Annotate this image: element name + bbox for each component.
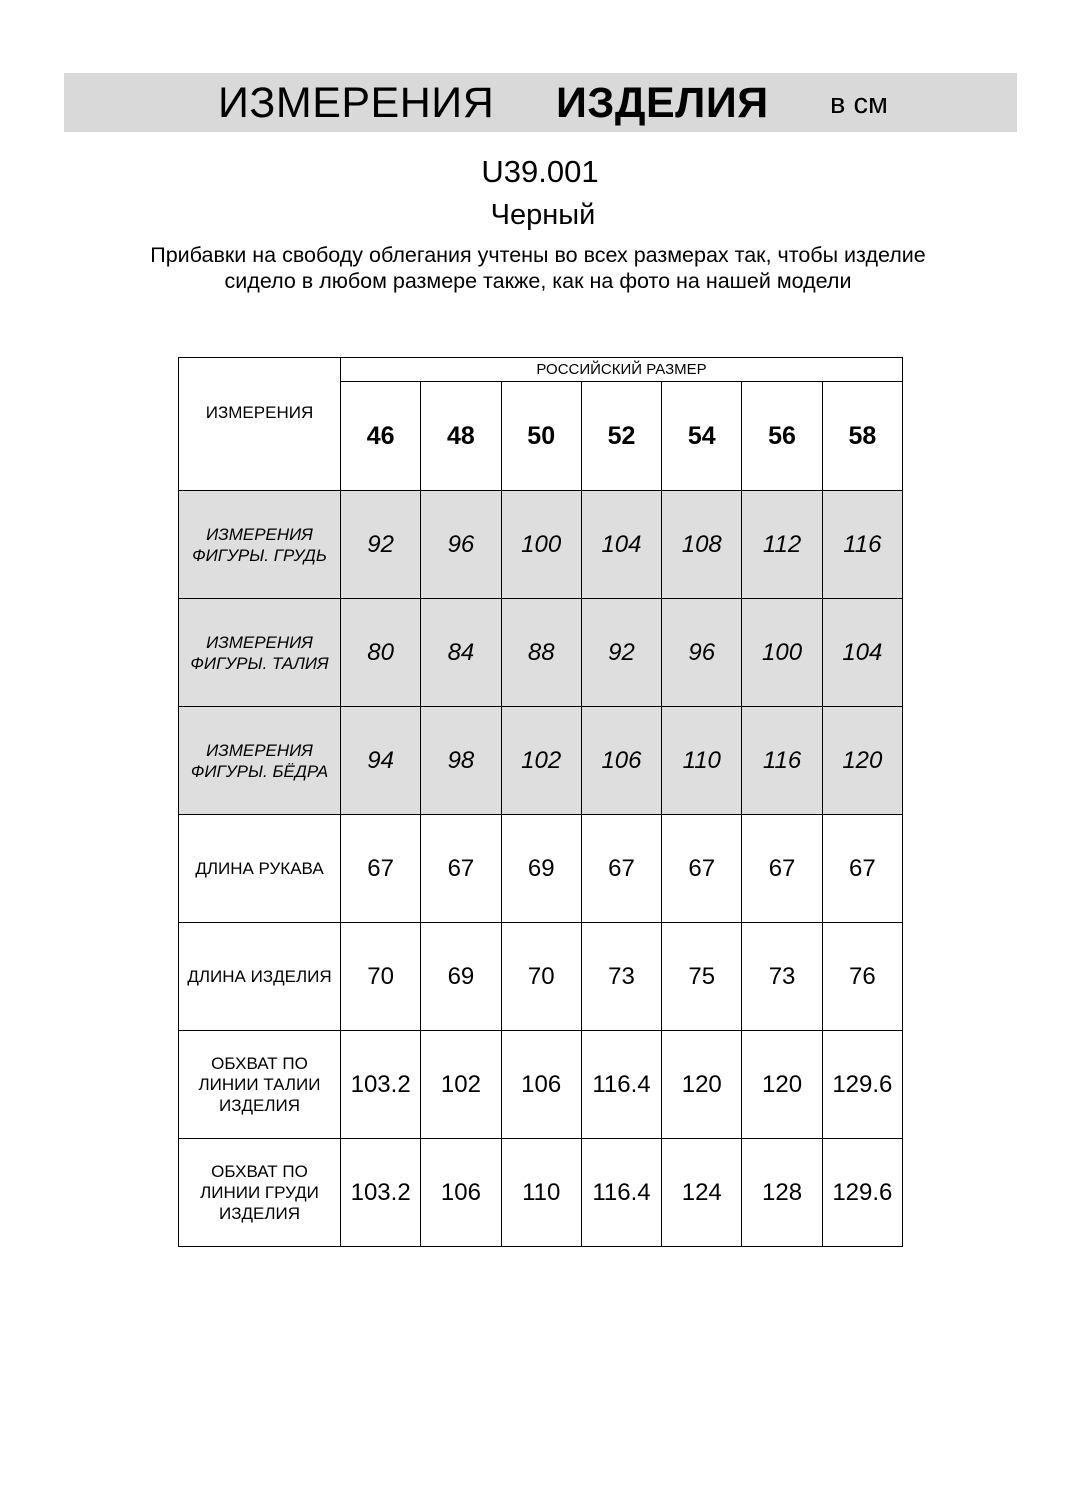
row-label: ИЗМЕРЕНИЯ ФИГУРЫ. БЁДРА <box>179 707 341 815</box>
table-row <box>179 599 903 707</box>
table-cell: 80 <box>341 599 421 707</box>
size-header: 50 <box>501 382 581 491</box>
table-cell: 75 <box>662 923 742 1031</box>
table-cell: 84 <box>421 599 501 707</box>
table-cell: 96 <box>421 491 501 599</box>
measure-header: ИЗМЕРЕНИЯ <box>179 358 341 491</box>
table-cell: 67 <box>742 815 822 923</box>
table-cell: 129.6 <box>822 1031 902 1139</box>
table-cell: 94 <box>341 707 421 815</box>
row-label: ОБХВАТ ПО ЛИНИИ ГРУДИ ИЗДЕЛИЯ <box>179 1139 341 1247</box>
table-row <box>179 491 903 599</box>
table-cell: 129.6 <box>822 1139 902 1247</box>
table-cell: 73 <box>742 923 822 1031</box>
table-cell: 69 <box>501 815 581 923</box>
table-row <box>179 707 903 815</box>
table-cell: 70 <box>501 923 581 1031</box>
size-header: 52 <box>581 382 661 491</box>
table-cell: 124 <box>662 1139 742 1247</box>
table-cell: 98 <box>421 707 501 815</box>
table-row <box>179 1031 903 1139</box>
product-color: Черный <box>490 199 596 231</box>
table-row <box>179 1139 903 1247</box>
table-cell: 88 <box>501 599 581 707</box>
table-cell: 67 <box>341 815 421 923</box>
table-cell: 108 <box>662 491 742 599</box>
table-cell: 69 <box>421 923 501 1031</box>
table-cell: 102 <box>501 707 581 815</box>
title-product: ИЗДЕЛИЯ <box>556 79 769 127</box>
table-cell: 106 <box>501 1031 581 1139</box>
table-cell: 116.4 <box>581 1139 661 1247</box>
table-cell: 106 <box>581 707 661 815</box>
size-system-header: РОССИЙСКИЙ РАЗМЕР <box>341 358 903 382</box>
table-cell: 103.2 <box>341 1031 421 1139</box>
table-cell: 76 <box>822 923 902 1031</box>
row-label: ИЗМЕРЕНИЯ ФИГУРЫ. ТАЛИЯ <box>179 599 341 707</box>
size-header: 48 <box>421 382 501 491</box>
size-table <box>178 357 903 1247</box>
row-label: ОБХВАТ ПО ЛИНИИ ТАЛИИ ИЗДЕЛИЯ <box>179 1031 341 1139</box>
table-cell: 110 <box>501 1139 581 1247</box>
table-cell: 103.2 <box>341 1139 421 1247</box>
table-cell: 67 <box>581 815 661 923</box>
size-header: 58 <box>822 382 902 491</box>
title-unit: в см <box>830 88 888 120</box>
table-cell: 120 <box>662 1031 742 1139</box>
size-header: 54 <box>662 382 742 491</box>
table-cell: 73 <box>581 923 661 1031</box>
size-header: 46 <box>341 382 421 491</box>
table-row <box>179 923 903 1031</box>
table-cell: 92 <box>581 599 661 707</box>
table-cell: 116.4 <box>581 1031 661 1139</box>
product-article: U39.001 <box>481 154 599 189</box>
table-cell: 96 <box>662 599 742 707</box>
size-header: 56 <box>742 382 822 491</box>
table-cell: 92 <box>341 491 421 599</box>
table-row <box>179 815 903 923</box>
table-cell: 106 <box>421 1139 501 1247</box>
table-cell: 67 <box>662 815 742 923</box>
table-cell: 120 <box>742 1031 822 1139</box>
table-cell: 100 <box>501 491 581 599</box>
table-cell: 116 <box>822 491 902 599</box>
table-cell: 104 <box>822 599 902 707</box>
table-cell: 120 <box>822 707 902 815</box>
table-cell: 102 <box>421 1031 501 1139</box>
table-cell: 116 <box>742 707 822 815</box>
row-label: ДЛИНА РУКАВА <box>179 815 341 923</box>
table-cell: 128 <box>742 1139 822 1247</box>
table-cell: 67 <box>822 815 902 923</box>
table-cell: 70 <box>341 923 421 1031</box>
table-cell: 110 <box>662 707 742 815</box>
table-cell: 104 <box>581 491 661 599</box>
row-label: ДЛИНА ИЗДЕЛИЯ <box>179 923 341 1031</box>
title-measurements: ИЗМЕРЕНИЯ <box>218 79 495 127</box>
table-cell: 100 <box>742 599 822 707</box>
fit-note: Прибавки на свободу облегания учтены во всех размерах так, чтобы изделие сидело в любом размере также, как на фото на нашей модели <box>150 243 926 293</box>
table-cell: 112 <box>742 491 822 599</box>
row-label: ИЗМЕРЕНИЯ ФИГУРЫ. ГРУДЬ <box>179 491 341 599</box>
table-cell: 67 <box>421 815 501 923</box>
